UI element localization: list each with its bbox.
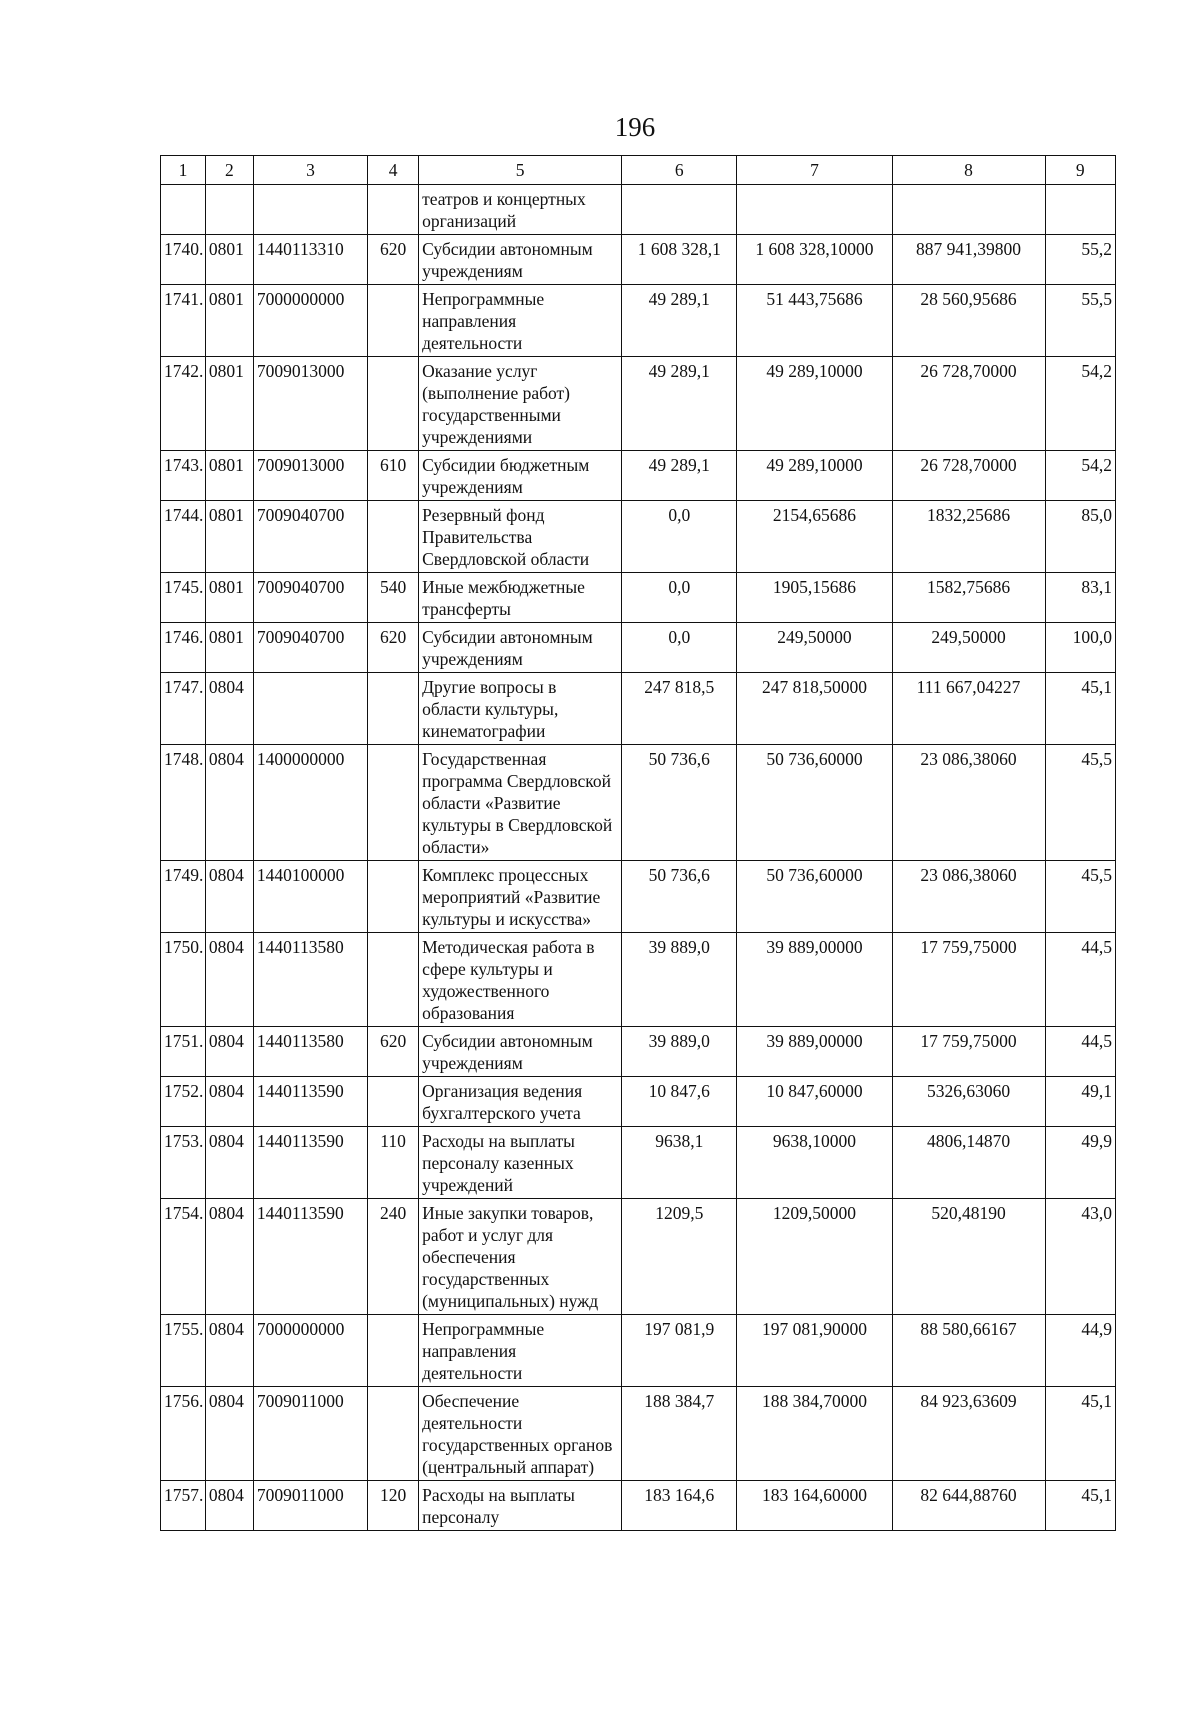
expense-type-code xyxy=(368,673,419,745)
row-number: 1754. xyxy=(161,1199,206,1315)
execution-percent: 43,0 xyxy=(1045,1199,1115,1315)
target-article-code: 7009040700 xyxy=(253,573,367,623)
row-number: 1746. xyxy=(161,623,206,673)
refined-plan-amount: 49 289,10000 xyxy=(737,357,892,451)
execution-percent: 55,2 xyxy=(1045,235,1115,285)
item-name: Другие вопросы в области культуры, кинематографии xyxy=(419,673,622,745)
target-article-code: 7009040700 xyxy=(253,623,367,673)
section-code: 0804 xyxy=(205,745,253,861)
refined-plan-amount: 247 818,50000 xyxy=(737,673,892,745)
target-article-code: 1440113590 xyxy=(253,1199,367,1315)
executed-amount: 84 923,63609 xyxy=(892,1387,1045,1481)
execution-percent: 54,2 xyxy=(1045,451,1115,501)
execution-percent: 45,1 xyxy=(1045,1387,1115,1481)
refined-plan-amount: 10 847,60000 xyxy=(737,1077,892,1127)
item-name: Расходы на выплаты персоналу xyxy=(419,1481,622,1531)
row-number: 1744. xyxy=(161,501,206,573)
section-code: 0804 xyxy=(205,673,253,745)
executed-amount: 1832,25686 xyxy=(892,501,1045,573)
executed-amount: 111 667,04227 xyxy=(892,673,1045,745)
expense-type-code: 120 xyxy=(368,1481,419,1531)
item-name: Организация ведения бухгалтерского учета xyxy=(419,1077,622,1127)
refined-plan-amount: 1209,50000 xyxy=(737,1199,892,1315)
row-number: 1747. xyxy=(161,673,206,745)
target-article-code: 1440113590 xyxy=(253,1127,367,1199)
executed-amount: 26 728,70000 xyxy=(892,451,1045,501)
executed-amount: 17 759,75000 xyxy=(892,1027,1045,1077)
row-number: 1753. xyxy=(161,1127,206,1199)
refined-plan-amount: 49 289,10000 xyxy=(737,451,892,501)
planned-amount: 10 847,6 xyxy=(622,1077,737,1127)
expense-type-code xyxy=(368,357,419,451)
execution-percent: 44,5 xyxy=(1045,1027,1115,1077)
refined-plan-amount: 39 889,00000 xyxy=(737,1027,892,1077)
expense-type-code: 620 xyxy=(368,235,419,285)
column-header: 3 xyxy=(253,156,367,185)
expense-type-code: 240 xyxy=(368,1199,419,1315)
execution-percent: 55,5 xyxy=(1045,285,1115,357)
item-name: Субсидии автономным учреждениям xyxy=(419,1027,622,1077)
table-row xyxy=(161,1387,1116,1481)
table-row xyxy=(161,285,1116,357)
execution-percent: 45,1 xyxy=(1045,1481,1115,1531)
item-name: Комплекс процессных мероприятий «Развитие культуры и искусства» xyxy=(419,861,622,933)
item-name: Методическая работа в сфере культуры и художественного образования xyxy=(419,933,622,1027)
expense-type-code: 620 xyxy=(368,623,419,673)
target-article-code: 7000000000 xyxy=(253,285,367,357)
executed-amount: 887 941,39800 xyxy=(892,235,1045,285)
planned-amount: 39 889,0 xyxy=(622,933,737,1027)
item-name: Расходы на выплаты персоналу казенных учреждений xyxy=(419,1127,622,1199)
planned-amount: 9638,1 xyxy=(622,1127,737,1199)
table-row xyxy=(161,451,1116,501)
section-code: 0801 xyxy=(205,235,253,285)
table-row xyxy=(161,745,1116,861)
executed-amount: 520,48190 xyxy=(892,1199,1045,1315)
execution-percent: 54,2 xyxy=(1045,357,1115,451)
expense-type-code: 110 xyxy=(368,1127,419,1199)
refined-plan-amount: 188 384,70000 xyxy=(737,1387,892,1481)
item-name: Субсидии бюджетным учреждениям xyxy=(419,451,622,501)
executed-amount: 88 580,66167 xyxy=(892,1315,1045,1387)
target-article-code: 7000000000 xyxy=(253,1315,367,1387)
item-name: Обеспечение деятельности государственных органов (центральный аппарат) xyxy=(419,1387,622,1481)
section-code: 0804 xyxy=(205,1481,253,1531)
item-name: Резервный фонд Правительства Свердловской области xyxy=(419,501,622,573)
expense-type-code xyxy=(368,1077,419,1127)
execution-percent: 44,5 xyxy=(1045,933,1115,1027)
table-row xyxy=(161,1027,1116,1077)
planned-amount: 0,0 xyxy=(622,501,737,573)
execution-percent xyxy=(1045,185,1115,235)
section-code: 0804 xyxy=(205,861,253,933)
executed-amount: 82 644,88760 xyxy=(892,1481,1045,1531)
expense-type-code xyxy=(368,933,419,1027)
planned-amount: 247 818,5 xyxy=(622,673,737,745)
expense-type-code xyxy=(368,745,419,861)
expense-type-code: 610 xyxy=(368,451,419,501)
refined-plan-amount xyxy=(737,185,892,235)
column-header: 6 xyxy=(622,156,737,185)
row-number: 1741. xyxy=(161,285,206,357)
section-code: 0804 xyxy=(205,933,253,1027)
section-code: 0804 xyxy=(205,1315,253,1387)
planned-amount: 197 081,9 xyxy=(622,1315,737,1387)
executed-amount: 23 086,38060 xyxy=(892,745,1045,861)
row-number: 1748. xyxy=(161,745,206,861)
section-code: 0801 xyxy=(205,573,253,623)
table-header-row xyxy=(161,156,1116,185)
execution-percent: 100,0 xyxy=(1045,623,1115,673)
row-number: 1745. xyxy=(161,573,206,623)
executed-amount: 4806,14870 xyxy=(892,1127,1045,1199)
row-number: 1740. xyxy=(161,235,206,285)
item-name: Непрограммные направления деятельности xyxy=(419,285,622,357)
expense-type-code xyxy=(368,1387,419,1481)
executed-amount: 28 560,95686 xyxy=(892,285,1045,357)
row-number: 1757. xyxy=(161,1481,206,1531)
target-article-code: 7009011000 xyxy=(253,1481,367,1531)
execution-percent: 85,0 xyxy=(1045,501,1115,573)
planned-amount: 0,0 xyxy=(622,623,737,673)
section-code: 0804 xyxy=(205,1027,253,1077)
column-header: 2 xyxy=(205,156,253,185)
execution-percent: 45,5 xyxy=(1045,861,1115,933)
column-header: 4 xyxy=(368,156,419,185)
refined-plan-amount: 50 736,60000 xyxy=(737,745,892,861)
execution-percent: 49,9 xyxy=(1045,1127,1115,1199)
target-article-code: 1440113580 xyxy=(253,1027,367,1077)
executed-amount: 5326,63060 xyxy=(892,1077,1045,1127)
item-name: Субсидии автономным учреждениям xyxy=(419,623,622,673)
refined-plan-amount: 39 889,00000 xyxy=(737,933,892,1027)
executed-amount: 23 086,38060 xyxy=(892,861,1045,933)
item-name: театров и концертных организаций xyxy=(419,185,622,235)
expense-type-code: 540 xyxy=(368,573,419,623)
table-row xyxy=(161,235,1116,285)
planned-amount: 1209,5 xyxy=(622,1199,737,1315)
executed-amount: 17 759,75000 xyxy=(892,933,1045,1027)
refined-plan-amount: 51 443,75686 xyxy=(737,285,892,357)
table-row xyxy=(161,861,1116,933)
table-body xyxy=(161,185,1116,1531)
section-code: 0801 xyxy=(205,501,253,573)
expense-type-code xyxy=(368,285,419,357)
table-row xyxy=(161,1127,1116,1199)
item-name: Иные закупки товаров, работ и услуг для обеспечения государственных (муниципальных) нужд xyxy=(419,1199,622,1315)
target-article-code: 1440113580 xyxy=(253,933,367,1027)
item-name: Иные межбюджетные трансферты xyxy=(419,573,622,623)
executed-amount: 26 728,70000 xyxy=(892,357,1045,451)
table-row xyxy=(161,501,1116,573)
column-header: 7 xyxy=(737,156,892,185)
expense-type-code xyxy=(368,861,419,933)
section-code: 0801 xyxy=(205,357,253,451)
item-name: Субсидии автономным учреждениям xyxy=(419,235,622,285)
row-number: 1750. xyxy=(161,933,206,1027)
table-row xyxy=(161,185,1116,235)
execution-percent: 45,1 xyxy=(1045,673,1115,745)
section-code: 0801 xyxy=(205,285,253,357)
planned-amount: 50 736,6 xyxy=(622,861,737,933)
expense-type-code: 620 xyxy=(368,1027,419,1077)
item-name: Непрограммные направления деятельности xyxy=(419,1315,622,1387)
table-row xyxy=(161,1315,1116,1387)
planned-amount: 50 736,6 xyxy=(622,745,737,861)
column-header: 9 xyxy=(1045,156,1115,185)
target-article-code: 7009011000 xyxy=(253,1387,367,1481)
section-code xyxy=(205,185,253,235)
target-article-code: 1440113310 xyxy=(253,235,367,285)
budget-table xyxy=(160,155,1116,1531)
section-code: 0804 xyxy=(205,1077,253,1127)
refined-plan-amount: 1 608 328,10000 xyxy=(737,235,892,285)
row-number: 1743. xyxy=(161,451,206,501)
table-row xyxy=(161,1481,1116,1531)
target-article-code: 1440100000 xyxy=(253,861,367,933)
column-header: 1 xyxy=(161,156,206,185)
planned-amount: 49 289,1 xyxy=(622,357,737,451)
target-article-code: 7009013000 xyxy=(253,357,367,451)
planned-amount: 188 384,7 xyxy=(622,1387,737,1481)
section-code: 0804 xyxy=(205,1127,253,1199)
planned-amount xyxy=(622,185,737,235)
section-code: 0804 xyxy=(205,1199,253,1315)
table-row xyxy=(161,357,1116,451)
row-number: 1742. xyxy=(161,357,206,451)
expense-type-code xyxy=(368,1315,419,1387)
planned-amount: 39 889,0 xyxy=(622,1027,737,1077)
row-number: 1751. xyxy=(161,1027,206,1077)
row-number: 1756. xyxy=(161,1387,206,1481)
refined-plan-amount: 197 081,90000 xyxy=(737,1315,892,1387)
executed-amount: 1582,75686 xyxy=(892,573,1045,623)
executed-amount: 249,50000 xyxy=(892,623,1045,673)
column-header: 5 xyxy=(419,156,622,185)
table-row xyxy=(161,1077,1116,1127)
target-article-code xyxy=(253,185,367,235)
row-number: 1752. xyxy=(161,1077,206,1127)
row-number: 1749. xyxy=(161,861,206,933)
planned-amount: 49 289,1 xyxy=(622,285,737,357)
section-code: 0804 xyxy=(205,1387,253,1481)
refined-plan-amount: 9638,10000 xyxy=(737,1127,892,1199)
expense-type-code xyxy=(368,185,419,235)
section-code: 0801 xyxy=(205,451,253,501)
refined-plan-amount: 1905,15686 xyxy=(737,573,892,623)
execution-percent: 83,1 xyxy=(1045,573,1115,623)
target-article-code: 1440113590 xyxy=(253,1077,367,1127)
execution-percent: 45,5 xyxy=(1045,745,1115,861)
target-article-code: 7009040700 xyxy=(253,501,367,573)
section-code: 0801 xyxy=(205,623,253,673)
table-row xyxy=(161,623,1116,673)
planned-amount: 0,0 xyxy=(622,573,737,623)
executed-amount xyxy=(892,185,1045,235)
column-header: 8 xyxy=(892,156,1045,185)
target-article-code xyxy=(253,673,367,745)
execution-percent: 49,1 xyxy=(1045,1077,1115,1127)
row-number: 1755. xyxy=(161,1315,206,1387)
refined-plan-amount: 2154,65686 xyxy=(737,501,892,573)
table-row xyxy=(161,1199,1116,1315)
page-number: 196 xyxy=(614,112,656,142)
planned-amount: 1 608 328,1 xyxy=(622,235,737,285)
row-number xyxy=(161,185,206,235)
target-article-code: 1400000000 xyxy=(253,745,367,861)
item-name: Государственная программа Свердловской области «Развитие культуры в Свердловской области» xyxy=(419,745,622,861)
planned-amount: 183 164,6 xyxy=(622,1481,737,1531)
refined-plan-amount: 183 164,60000 xyxy=(737,1481,892,1531)
table-row xyxy=(161,673,1116,745)
table-row xyxy=(161,933,1116,1027)
planned-amount: 49 289,1 xyxy=(622,451,737,501)
refined-plan-amount: 249,50000 xyxy=(737,623,892,673)
refined-plan-amount: 50 736,60000 xyxy=(737,861,892,933)
expense-type-code xyxy=(368,501,419,573)
execution-percent: 44,9 xyxy=(1045,1315,1115,1387)
target-article-code: 7009013000 xyxy=(253,451,367,501)
item-name: Оказание услуг (выполнение работ) государственными учреждениями xyxy=(419,357,622,451)
table-row xyxy=(161,573,1116,623)
